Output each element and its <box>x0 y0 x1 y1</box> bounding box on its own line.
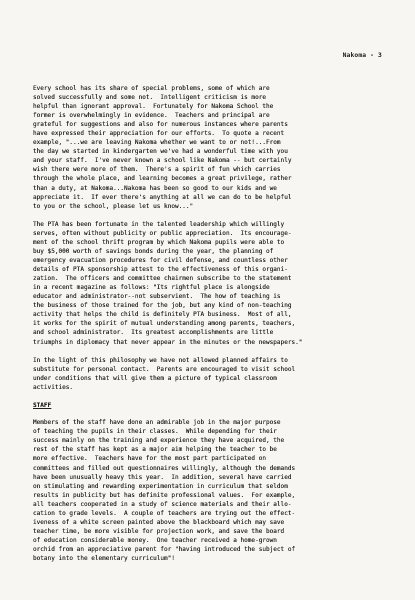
text-line: the business of those trained for the job, but any kind of non-teaching <box>33 302 292 310</box>
text-line: The PTA has been fortunate in the talented leadership which willingly <box>33 220 285 228</box>
text-line: helpful than ignorant approval. Fortunately for Nakoma School the <box>33 103 274 111</box>
text-line: solved successfully and some not. Intelligent criticism is more <box>33 94 266 102</box>
text-line: than a duty, at Nakoma...Nakoma has been so good to our kids and we <box>33 184 277 192</box>
text-line: former is overwhelmingly in evidence. Teachers and principal are <box>33 112 270 120</box>
paragraph-philosophy <box>33 356 393 392</box>
text-line: Members of the staff have done an admirable job in the major purpose <box>33 419 281 427</box>
text-line: success mainly on the training and experience they have acquired, the <box>33 437 285 445</box>
text-line: more effective. Teachers have for the most part participated on <box>33 455 266 463</box>
text-line: emergency evacuation procedures for civil defense, and countless other <box>33 257 288 265</box>
text-line: cation to grade levels. A couple of teachers are trying out the effect- <box>33 509 296 517</box>
staff-section-heading: STAFF <box>33 402 52 410</box>
text-line: appreciate it. If ever there's anything at all we can do to be helpful <box>33 193 292 201</box>
text-line: details of PTA sponsorship attest to the effectiveness of this organi- <box>33 266 288 274</box>
paragraph-pta <box>33 220 393 347</box>
text-line: committees and filled out questionnaires willingly, although the demands <box>33 464 296 472</box>
text-line: the day we started in kindergarten we've had a wonderful time with you <box>33 148 288 156</box>
text-line: zation. The officers and committee chairmen subscribe to the statement <box>33 275 292 283</box>
text-line: activity that helps the child is definitely PTA business. Most of all, <box>33 311 292 319</box>
text-line: in a recent magazine as follows: "Its rightful place is alongside <box>33 284 270 292</box>
text-line: serves, often without publicity or public appreciation. Its encourage- <box>33 229 292 237</box>
text-line: have been unusually heavy this year. In addition, several have carried <box>33 473 292 481</box>
text-line: have expressed their appreciation for our efforts. To quote a recent <box>33 130 285 138</box>
text-line: substitute for personal contact. Parents are encouraged to visit school <box>33 365 296 373</box>
text-line: teacher time, be more visible for projection work, and save the board <box>33 527 285 535</box>
text-line: it works for the spirit of mutual understanding among parents, teachers, <box>33 320 296 328</box>
text-line: botany into the elementary curriculum"! <box>33 555 175 562</box>
text-line: all teachers cooperated in a study of science materials and their allo- <box>33 500 292 508</box>
text-line: iveness of a white screen painted above the blackboard which may save <box>33 518 285 526</box>
text-line: example, "...we are leaving Nakoma whether we want to or not!...From <box>33 139 281 147</box>
text-line: and your staff. I've never known a school like Nakoma -- but certainly <box>33 157 292 165</box>
text-line: of education considerable money. One teacher received a home-grown <box>33 536 277 544</box>
document-body <box>33 84 393 572</box>
text-line: on stimulating and rewarding experimentation in curriculum that seldom <box>33 482 288 490</box>
text-line: under conditions that will give them a picture of typical classroom <box>33 374 277 382</box>
paragraph-staff <box>33 418 393 563</box>
text-line: buy $5,000 worth of savings bonds during the year, the planning of <box>33 248 274 256</box>
text-line: grateful for suggestions and also for numerous instances where parents <box>33 121 288 129</box>
text-line: triumphs in diplomacy that never appear in the minutes or the newspapers." <box>33 338 303 346</box>
text-line: educator and administrator--not subservient. The how of teaching is <box>33 293 281 301</box>
page-number-header: Nakoma - 3 <box>342 52 382 59</box>
text-line: In the light of this philosophy we have not allowed planned affairs to <box>33 356 288 364</box>
text-line: wish there were more of them. There's a spirit of fun which carries <box>33 166 281 174</box>
text-line: ment of the school thrift program by which Nakoma pupils were able to <box>33 239 285 246</box>
paragraph-community-feedback <box>33 84 393 211</box>
text-line: to you or the school, please let us know..." <box>33 202 194 210</box>
text-line: activities. <box>33 383 74 391</box>
text-line: rest of the staff has kept as a major aim helping the teacher to be <box>33 446 277 454</box>
text-line: of teaching the pupils in their classes. While depending for their <box>33 428 277 436</box>
text-line: through the whole place, and learning becomes a great privilege, rather <box>33 175 292 183</box>
text-line: and school administrator. Its greatest accomplishments are little <box>33 329 274 337</box>
text-line: orchid from an appreciative parent for "having introduced the subject of <box>33 545 296 553</box>
text-line: results in publicity but has definite professional values. For example, <box>33 491 296 499</box>
text-line: Every school has its share of special problems, some of which are <box>33 85 270 92</box>
